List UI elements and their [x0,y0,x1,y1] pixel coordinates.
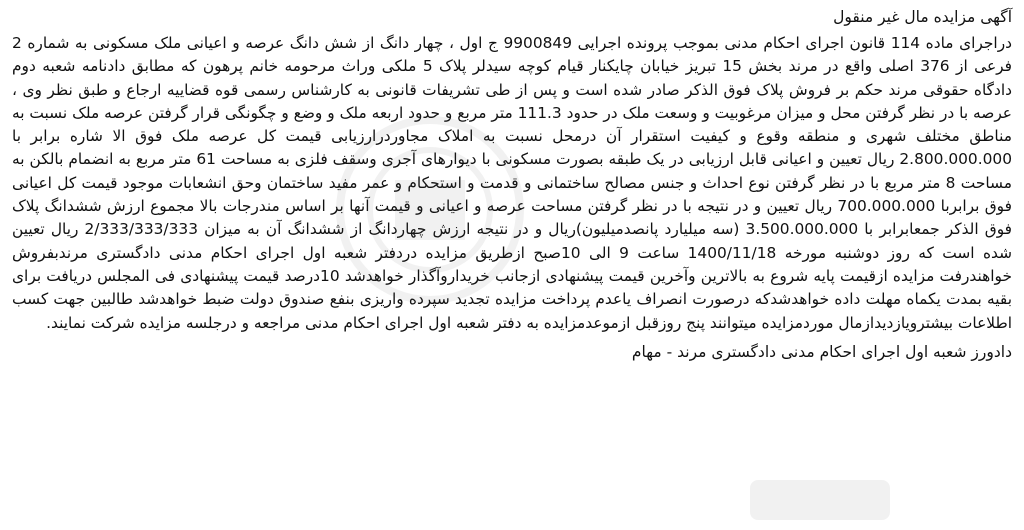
notice-signature: دادورز شعبه اول اجرای احکام مدنی دادگستری مرند - مهام [631,342,1012,361]
notice-body: دراجرای ماده 114 قانون اجرای احکام مدنی بموجب پرونده اجرایی 9900849 ج اول ، چهار دانگ از شش دانگ عرصه و اعیانی ملک مسکونی به شماره 2 فرعی از 376 اصلی واقع در مرند بخش 15 تبریز خیابان چایکنار قیام کوچه سیدلر پلاک 5 ملکی وراث مرحومه خانم پرهون که مطابق دادنامه شعبه دوم دادگاه حقوقی مرند حکم بر فروش پلاک فوق الذکر صادر شده است و پس از طی تشریفات قانونی به کارشناس رسمی قوه قضاییه ارجاع و طبق نظر وی ، عرصه با در نظر گرفتن محل و میزان مرغوبیت و وسعت ملک در حدود 111.3 متر مربع و حدود اربعه ملک و وضع و چگونگی قرار گرفتن عرصه ملک نسبت به مناطق مختلف شهری و منطقه وقوع و کیفیت استقرار آن درمحل نسبت به املاک مجاوردرارزیابی قیمت کل عرصه ملک فوق الا شاره برابر با 2.800.000.000 ریال تعیین و اعیانی قابل ارزیابی در یک طبقه بصورت مسکونی با دیوارهای آجری وسقف فلزی به مساحت 61 متر مربع به انضمام بالکن به مساحت 8 متر مربع با در نظر گرفتن نوع احداث و جنس مصالح ساختمانی و قدمت و استحکام و عمر مفید ساختمان وحق انشعابات موجود قیمت کل اعیانی فوق برابربا 700.000.000 ریال تعیین و در نتیجه با در نظر گرفتن مساحت عرصه و اعیانی و قیمت آنها بر اساس مندرجات بالا مجموع ارزش ششدانگ پلاک فوق الذکر جمعابرابر با 3.500.000.000 (سه میلیارد پانصدمیلیون)ریال و در نتیجه ارزش چهاردانگ از ششدانگ آن به میزان 2/333/333/333 ریال تعیین شده است که روز دوشنبه مورخه 1400/11/18 ساعت 9 الی 10صبح ازطریق مزایده دردفتر شعبه اول اجرای احکام مدنی دادگستری مرندبفروش خواهندرفت مزایده ازقیمت پایه شروع به بالاترین وآخرین قیمت پیشنهادی ازجانب خریداروآگذار خواهدشد 10درصد قیمت پیشنهادی فی المجلس دریافت برای بقیه بمدت یکماه مهلت داده خواهدشدکه درصورت انصراف یاعدم پرداخت مزایده تجدید سپرده واریزی بنفع صندوق دولت ضبط خواهدشد طالبین جهت کسب اطلاعات بیشترویازدیدازمال موردمزایده میتوانند پنج روزقبل ازموعدمزایده به دفتر شعبه اول اجرای احکام مدنی مراجعه و درجلسه مزایده شرکت نمایند. [12,34,1013,332]
notice-title: آگهی مزایده مال غیر منقول [833,8,1012,26]
watermark-corner-icon [740,470,900,530]
